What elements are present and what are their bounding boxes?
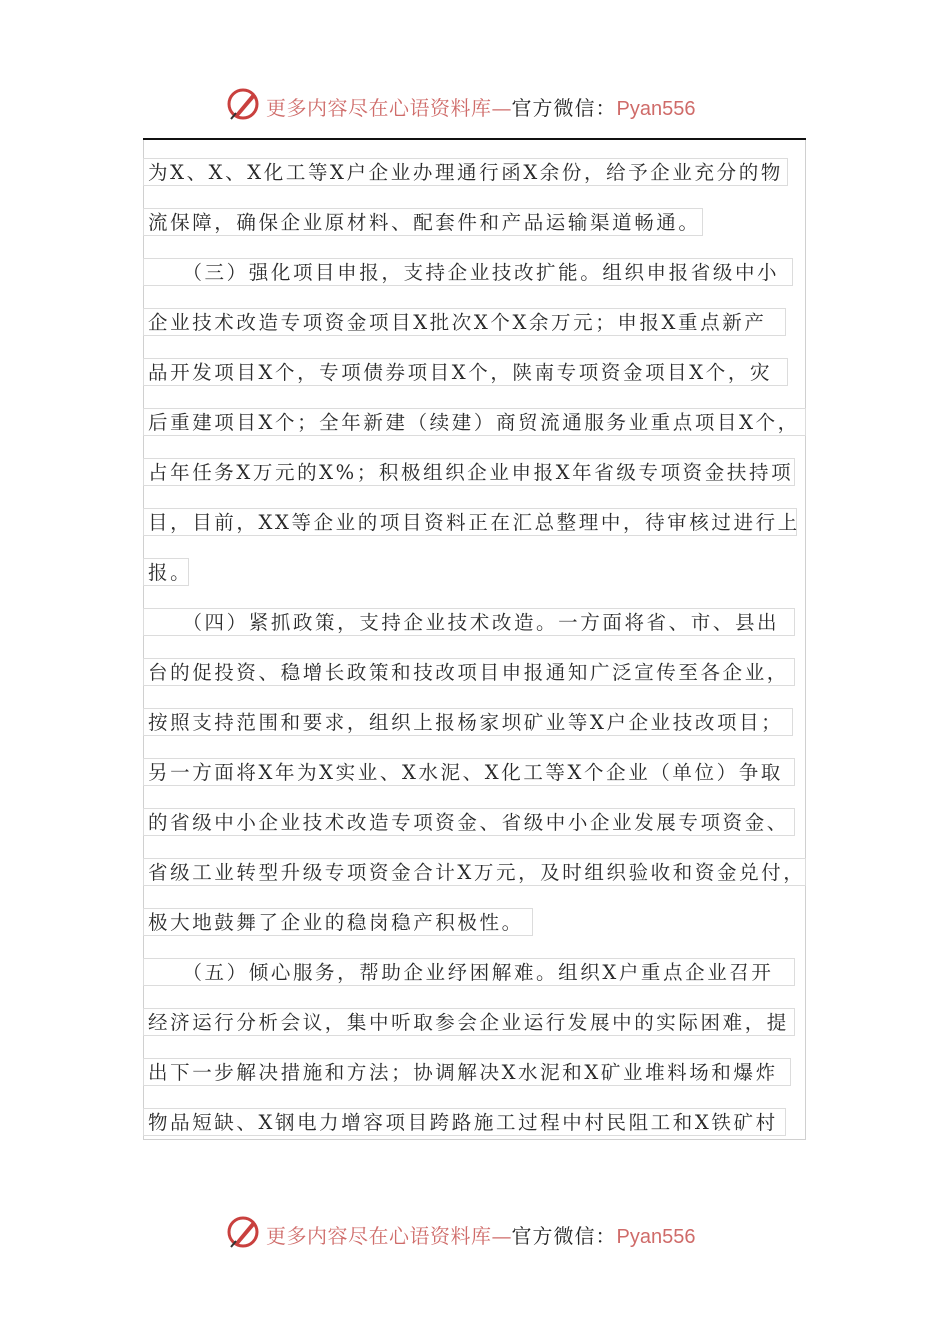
body-line-14: 的省级中小企业技术改造专项资金、省级中小企业发展专项资金、	[143, 808, 795, 836]
quill-logo-icon	[226, 1214, 262, 1250]
header-banner	[0, 84, 950, 128]
body-line-13: 另一方面将X年为X实业、X水泥、X化工等X个企业（单位）争取	[143, 758, 795, 786]
footer-banner	[0, 1212, 950, 1256]
body-line-2: 流保障，确保企业原材料、配套件和产品运输渠道畅通。	[143, 208, 703, 236]
header-slogan: 更多内容尽在心语资料库	[266, 96, 492, 120]
body-line-16: 极大地鼓舞了企业的稳岗稳产积极性。	[143, 908, 533, 936]
header-wechat-id: Pyan556	[616, 98, 696, 120]
body-line-4: 企业技术改造专项资金项目X批次X个X余万元；申报X重点新产	[143, 308, 786, 336]
document-body-frame	[143, 140, 806, 1140]
header-dash: —	[491, 96, 512, 120]
body-line-10: （四）紧抓政策，支持企业技术改造。一方面将省、市、县出	[143, 608, 795, 636]
body-line-8: 目，目前，XX等企业的项目资料正在汇总整理中，待审核过进行上	[143, 508, 797, 536]
body-line-17: （五）倾心服务，帮助企业纾困解难。组织X户重点企业召开	[143, 958, 795, 986]
body-line-5: 品开发项目X个，专项债券项目X个，陕南专项资金项目X个，灾	[143, 358, 788, 386]
body-line-9: 报。	[143, 558, 189, 586]
footer-wechat-label: 官方微信：	[511, 1224, 617, 1248]
body-line-15: 省级工业转型升级专项资金合计X万元，及时组织验收和资金兑付，	[143, 858, 806, 886]
body-line-19: 出下一步解决措施和方法；协调解决X水泥和X矿业堆料场和爆炸	[143, 1058, 791, 1086]
footer-dash: —	[491, 1224, 512, 1248]
footer-text	[266, 1220, 695, 1249]
body-line-3: （三）强化项目申报，支持企业技改扩能。组织申报省级中小	[143, 258, 793, 286]
footer-wechat-id: Pyan556	[616, 1226, 696, 1248]
footer-slogan: 更多内容尽在心语资料库	[266, 1224, 492, 1248]
body-line-1: 为X、X、X化工等X户企业办理通行函X余份，给予企业充分的物	[143, 158, 788, 186]
body-line-12: 按照支持范围和要求，组织上报杨家坝矿业等X户企业技改项目；	[143, 708, 793, 736]
header-wechat-label: 官方微信：	[511, 96, 617, 120]
body-line-20: 物品短缺、X钢电力增容项目跨路施工过程中村民阻工和X铁矿村	[143, 1108, 786, 1136]
body-line-7: 占年任务X万元的X%；积极组织企业申报X年省级专项资金扶持项	[143, 458, 795, 486]
body-line-11: 台的促投资、稳增长政策和技改项目申报通知广泛宣传至各企业，	[143, 658, 795, 686]
quill-logo-icon	[226, 86, 262, 122]
body-line-18: 经济运行分析会议，集中听取参会企业运行发展中的实际困难，提	[143, 1008, 795, 1036]
header-text	[266, 92, 695, 121]
body-line-6: 后重建项目X个；全年新建（续建）商贸流通服务业重点项目X个，	[143, 408, 806, 436]
